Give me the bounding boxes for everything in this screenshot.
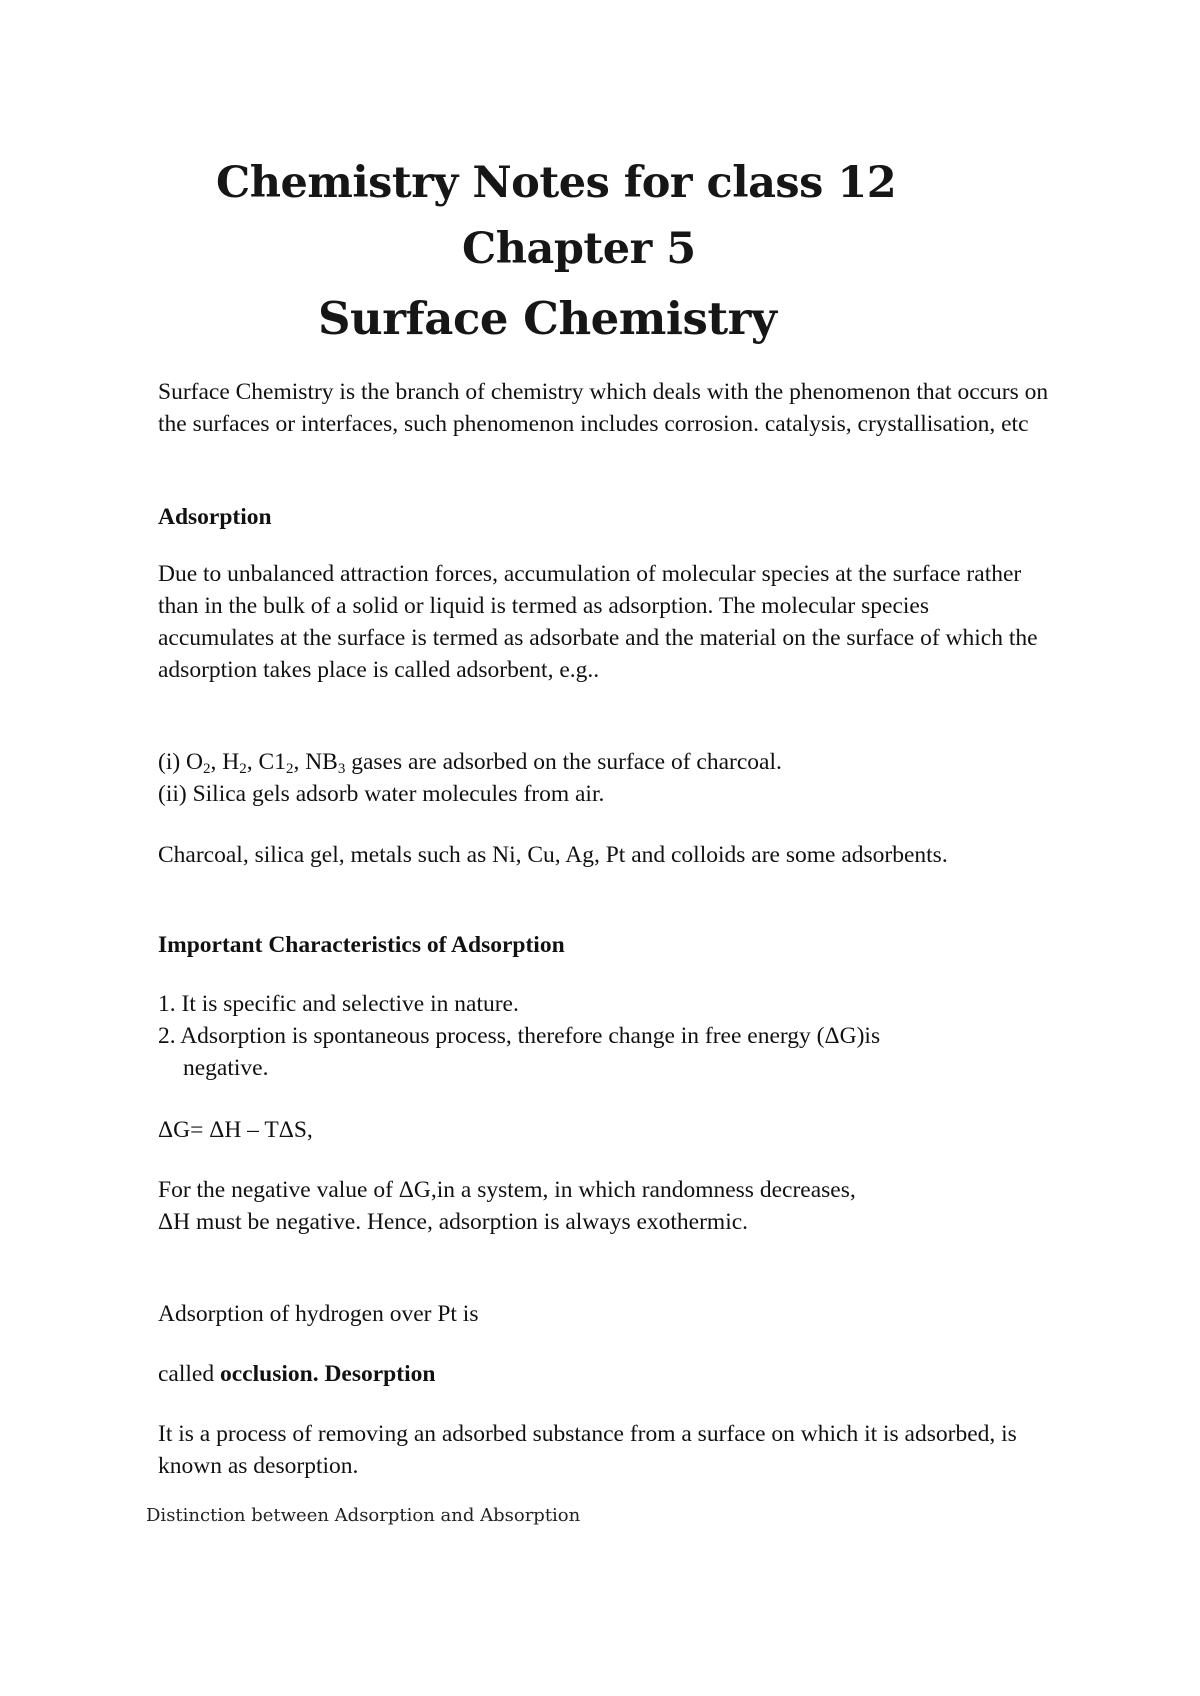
characteristics-heading: Important Characteristics of Adsorption [158,932,565,958]
desorption-heading: Desorption [318,1361,436,1387]
subscript: 3 [337,761,346,777]
example-1-text: gases are adsorbed on the surface of charcoal. [345,749,782,775]
example-1-text: , NB [293,749,338,775]
adsorption-heading: Adsorption [158,504,272,530]
occlusion-line-1: Adsorption of hydrogen over Pt is [158,1301,479,1327]
occlusion-term: occlusion. [219,1361,319,1387]
characteristic-item-2-cont: negative. [183,1055,269,1081]
exothermic-paragraph: For the negative value of ΔG,in a system, in which randomness decreases, ΔH must be negative. Hence, adsorption is always exothermic. [158,1177,856,1235]
example-1-text: (i) O [158,749,204,775]
title-line-3: Surface Chemistry [318,292,777,345]
characteristic-item-1: 1. It is specific and selective in nature. [158,991,519,1017]
occlusion-line-2 [158,1358,435,1390]
subscript: 2 [285,761,294,777]
adsorption-paragraph: Due to unbalanced attraction forces, accumulation of molecular species at the surface rather than in the bulk of a solid or liquid is termed as adsorption. The molecular species accumulates at the surface is termed as adsorbate and the material on the surface of which the adsorption takes place is called adsorbent, e.g.. [158,561,1038,683]
example-1-text: , H [210,749,240,775]
title-line-1: Chemistry Notes for class 12 [216,158,897,208]
gibbs-equation: ΔG= ΔH – TΔS, [158,1117,313,1143]
characteristic-item-2: 2. Adsorption is spontaneous process, therefore change in free energy (ΔG)is [158,1023,881,1049]
example-1 [158,746,782,778]
desorption-paragraph: It is a process of removing an adsorbed substance from a surface on which it is adsorbed, is known as desorption. [158,1421,1017,1479]
distinction-heading: Distinction between Adsorption and Absorption [146,1505,581,1526]
example-1-text: , C1 [246,749,286,775]
subscript: 2 [203,761,211,777]
intro-paragraph: Surface Chemistry is the branch of chemistry which deals with the phenomenon that occurs on the surfaces or interfaces, such phenomenon includes corrosion. catalysis, crystallisation, etc [158,379,1049,437]
example-2: (ii) Silica gels adsorb water molecules from air. [158,781,605,807]
title-line-2: Chapter 5 [462,224,696,274]
occlusion-prefix: called [158,1361,220,1387]
subscript: 2 [239,761,247,777]
adsorbents-paragraph: Charcoal, silica gel, metals such as Ni, Cu, Ag, Pt and colloids are some adsorbents. [158,842,948,868]
